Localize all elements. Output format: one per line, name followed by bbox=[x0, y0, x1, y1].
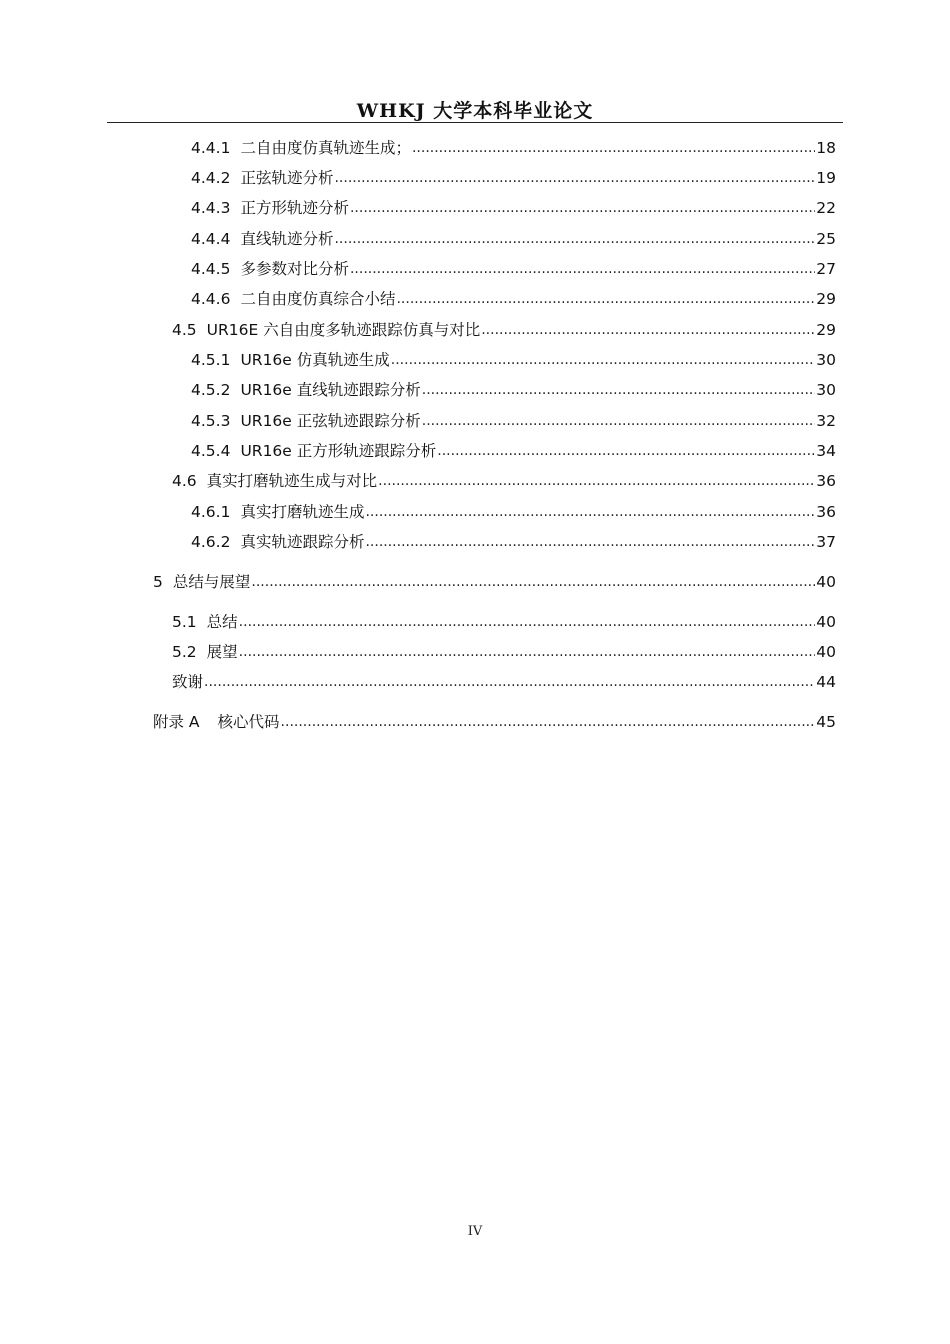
toc-entry[interactable] bbox=[191, 164, 836, 188]
toc-entry[interactable] bbox=[191, 255, 836, 279]
toc-dot-leader bbox=[365, 501, 815, 522]
toc-entry[interactable] bbox=[191, 194, 836, 218]
toc-entry-page: 25 bbox=[816, 230, 836, 248]
toc-entry-title: 总结 bbox=[206, 613, 238, 631]
toc-entry[interactable] bbox=[172, 638, 836, 662]
toc-entry-title: 二自由度仿真综合小结 bbox=[240, 290, 396, 308]
toc-entry[interactable] bbox=[191, 407, 836, 431]
toc-entry-number: 4.5.3 bbox=[191, 412, 231, 430]
toc-entry-title: UR16e 正方形轨迹跟踪分析 bbox=[240, 442, 437, 460]
toc-entry-page: 32 bbox=[816, 412, 836, 430]
toc-dot-leader bbox=[412, 137, 815, 158]
toc-entry-title: 致谢 bbox=[172, 673, 204, 691]
toc-dot-leader bbox=[378, 470, 815, 491]
toc-entry-number: 4.4.5 bbox=[191, 260, 231, 278]
toc-dot-leader bbox=[365, 531, 815, 552]
toc-entry[interactable] bbox=[153, 708, 836, 732]
toc-entry-title: 正弦轨迹分析 bbox=[240, 169, 334, 187]
toc-entry[interactable] bbox=[191, 225, 836, 249]
toc-entry[interactable] bbox=[191, 437, 836, 461]
toc-entry[interactable] bbox=[191, 134, 836, 158]
toc-dot-leader bbox=[350, 258, 815, 279]
toc-entry-title: 真实打磨轨迹生成与对比 bbox=[206, 472, 378, 490]
toc-entry-title: 正方形轨迹分析 bbox=[240, 199, 349, 217]
toc-dot-leader bbox=[437, 440, 815, 461]
toc-entry-page: 29 bbox=[816, 290, 836, 308]
toc-entry[interactable] bbox=[172, 668, 836, 692]
toc-dot-leader bbox=[391, 349, 816, 370]
toc-entry[interactable] bbox=[172, 467, 836, 491]
toc-dot-leader bbox=[422, 379, 816, 400]
toc-dot-leader bbox=[251, 571, 815, 592]
toc-entry-title: UR16e 正弦轨迹跟踪分析 bbox=[240, 412, 421, 430]
toc-dot-leader bbox=[350, 197, 815, 218]
toc-dot-leader bbox=[334, 228, 815, 249]
toc-entry-number: 4.6 bbox=[172, 472, 197, 490]
toc-entry-page: 30 bbox=[816, 381, 836, 399]
toc-dot-leader bbox=[204, 671, 815, 692]
toc-entry-number: 4.6.2 bbox=[191, 533, 231, 551]
toc-dot-leader bbox=[239, 641, 816, 662]
toc-entry-number: 4.4.1 bbox=[191, 139, 231, 157]
toc-entry-number: 附录 A bbox=[153, 713, 200, 731]
toc-entry-page: 36 bbox=[816, 472, 836, 490]
header-title: WHKJ 大学本科毕业论文 bbox=[356, 100, 594, 122]
toc-entry[interactable] bbox=[191, 346, 836, 370]
toc-entry[interactable] bbox=[191, 498, 836, 522]
toc-entry-title: UR16e 直线轨迹跟踪分析 bbox=[240, 381, 421, 399]
toc-entry[interactable] bbox=[191, 376, 836, 400]
toc-entry-page: 18 bbox=[816, 139, 836, 157]
toc-entry-title: 直线轨迹分析 bbox=[240, 230, 334, 248]
toc-entry-number: 5 bbox=[153, 573, 163, 591]
toc-entry-title: 真实打磨轨迹生成 bbox=[240, 503, 365, 521]
toc-entry-page: 30 bbox=[816, 351, 836, 369]
toc-dot-leader bbox=[281, 711, 816, 732]
toc-dot-leader bbox=[422, 410, 816, 431]
toc-entry-number: 4.5.2 bbox=[191, 381, 231, 399]
toc-entry-number: 4.5.4 bbox=[191, 442, 231, 460]
toc-entry-title: 真实轨迹跟踪分析 bbox=[240, 533, 365, 551]
toc-entry-title: 核心代码 bbox=[217, 713, 280, 731]
toc-dot-leader bbox=[396, 288, 815, 309]
toc-dot-leader bbox=[481, 319, 815, 340]
toc-entry-number: 4.4.3 bbox=[191, 199, 231, 217]
toc-entry-number: 4.5 bbox=[172, 321, 197, 339]
toc-entry[interactable] bbox=[191, 285, 836, 309]
toc-entry-number: 5.2 bbox=[172, 643, 197, 661]
toc-entry-page: 19 bbox=[816, 169, 836, 187]
toc-entry-page: 34 bbox=[816, 442, 836, 460]
toc-entry-page: 44 bbox=[816, 673, 836, 691]
toc-entry-number: 4.4.6 bbox=[191, 290, 231, 308]
toc-entry-page: 40 bbox=[816, 643, 836, 661]
toc-entry-title: UR16E 六自由度多轨迹跟踪仿真与对比 bbox=[206, 321, 481, 339]
toc-entry[interactable] bbox=[172, 608, 836, 632]
toc-entry-number: 4.4.2 bbox=[191, 169, 231, 187]
toc-entry-page: 40 bbox=[816, 613, 836, 631]
toc-entry[interactable] bbox=[172, 316, 836, 340]
toc-entry-title: 多参数对比分析 bbox=[240, 260, 349, 278]
toc-entry-page: 45 bbox=[816, 713, 836, 731]
toc-entry-page: 22 bbox=[816, 199, 836, 217]
toc-entry-number: 4.5.1 bbox=[191, 351, 231, 369]
toc-entry-title: UR16e 仿真轨迹生成 bbox=[240, 351, 390, 369]
toc-entry[interactable] bbox=[191, 528, 836, 552]
toc-entry-page: 36 bbox=[816, 503, 836, 521]
toc-entry-title: 展望 bbox=[206, 643, 238, 661]
toc-dot-leader bbox=[334, 167, 815, 188]
toc-dot-leader bbox=[239, 611, 816, 632]
toc-entry-page: 27 bbox=[816, 260, 836, 278]
toc-entry-page: 37 bbox=[816, 533, 836, 551]
toc-entry-page: 40 bbox=[816, 573, 836, 591]
page-number: IV bbox=[467, 1224, 483, 1239]
toc-entry-number: 4.6.1 bbox=[191, 503, 231, 521]
toc-entry-number: 5.1 bbox=[172, 613, 197, 631]
toc-entry-title: 总结与展望 bbox=[172, 573, 251, 591]
toc-entry-title: 二自由度仿真轨迹生成； bbox=[240, 139, 411, 157]
toc-entry[interactable] bbox=[153, 568, 836, 592]
toc-entry-number: 4.4.4 bbox=[191, 230, 231, 248]
toc-entry-page: 29 bbox=[816, 321, 836, 339]
